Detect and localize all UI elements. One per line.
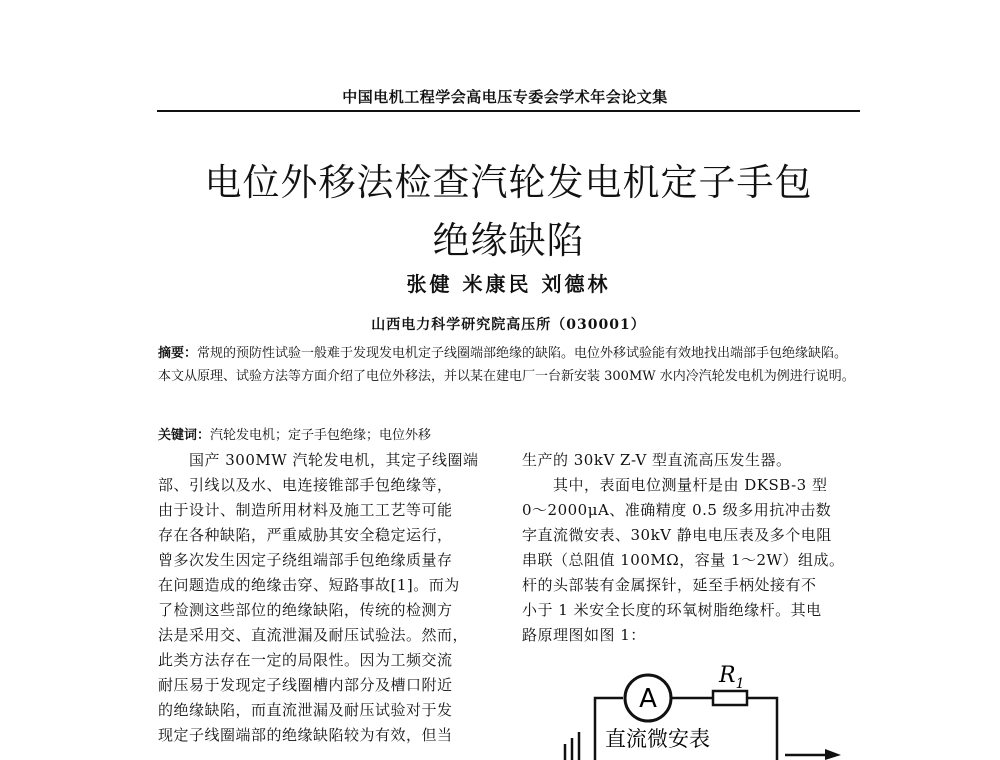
body-right-line: 生产的 30kV Z-V 型直流高压发生器。 [522,451,792,469]
body-left-line: 的绝缘缺陷，而直流泄漏及耐压试验对于发 [158,701,453,719]
body-left-line: 耐压易于发现定子线圈槽内部分及槽口附近 [158,676,453,694]
header-rule [157,110,860,112]
resistor-label: $R_1$ [719,664,745,692]
body-left-line: 法是采用交、直流泄漏及耐压试验法。然而， [158,626,469,644]
affiliation: 山西电力科学研究院高压所（030001） [371,317,646,333]
keywords-label: 关键词： [158,428,211,443]
body-left-line: 在问题造成的绝缘击穿、短路事故[1]。而为 [158,576,460,594]
body-left-line: 现定子线圈端部的绝缘缺陷较为有效，但当 [158,726,453,744]
body-right-line: 杆的头部装有金属探针，延至手柄处接有不 [522,576,817,594]
ammeter-symbol: A [639,684,657,714]
body-right-line: 字直流微安表、30kV 静电电压表及多个电阻 [522,526,832,544]
authors: 张健 米康民 刘德林 [406,272,611,296]
circuit-diagram [555,664,865,760]
body-left-line: 此类方法存在一定的局限性。因为工频交流 [158,651,453,669]
running-header: 中国电机工程学会高电压专委会学术年会论文集 [342,88,668,106]
meter-caption: 直流微安表 [605,727,710,751]
body-right-line: 小于 1 米安全长度的环氧树脂绝缘杆。其电 [522,601,822,619]
abstract [158,342,860,388]
body-right-line: 0～2000μA、准确精度 0.5 级多用抗冲击数 [522,501,832,519]
body-right-line: 路原理图如图 1： [522,626,646,644]
body-left-line: 国产 300MW 汽轮发电机，其定子线圈端 [158,451,479,469]
abstract-text: 常规的预防性试验一般难于发现发电机定子线圈端部绝缘的缺陷。电位外移试验能有效地找出端部手包绝缘缺陷。本文从原理、试验方法等方面介绍了电位外移法，并以某在建电厂一台新安装 300MW 水内冷汽轮发电机为例进行说明。 [158,346,855,384]
resistor-icon [713,691,747,705]
keywords-text: 汽轮发电机；定子手包绝缘；电位外移 [210,428,432,443]
abstract-label: 摘要： [158,346,198,361]
circuit-wire-right [747,698,777,760]
paper-title-line-2: 绝缘缺陷 [432,219,585,262]
paper-title-line-1: 电位外移法检查汽轮发电机定子手包 [204,161,813,204]
body-left-line: 曾多次发生因定子绕组端部手包绝缘质量存 [158,551,453,569]
keywords [158,424,498,443]
body-left-line: 部、引线以及水、电连接锥部手包绝缘等， [158,476,453,494]
body-left-line: 了检测这些部位的绝缘缺陷，传统的检测方 [158,601,453,619]
body-right-line: 其中，表面电位测量杆是由 DKSB-3 型 [522,476,828,494]
body-left-line: 由于设计、制造所用材料及施工工艺等可能 [158,501,453,519]
body-left-line: 存在各种缺陷，严重威胁其安全稳定运行， [158,526,453,544]
arrow-icon [825,749,841,760]
body-right-line: 串联（总阻值 100MΩ，容量 1～2W）组成。 [522,551,845,569]
